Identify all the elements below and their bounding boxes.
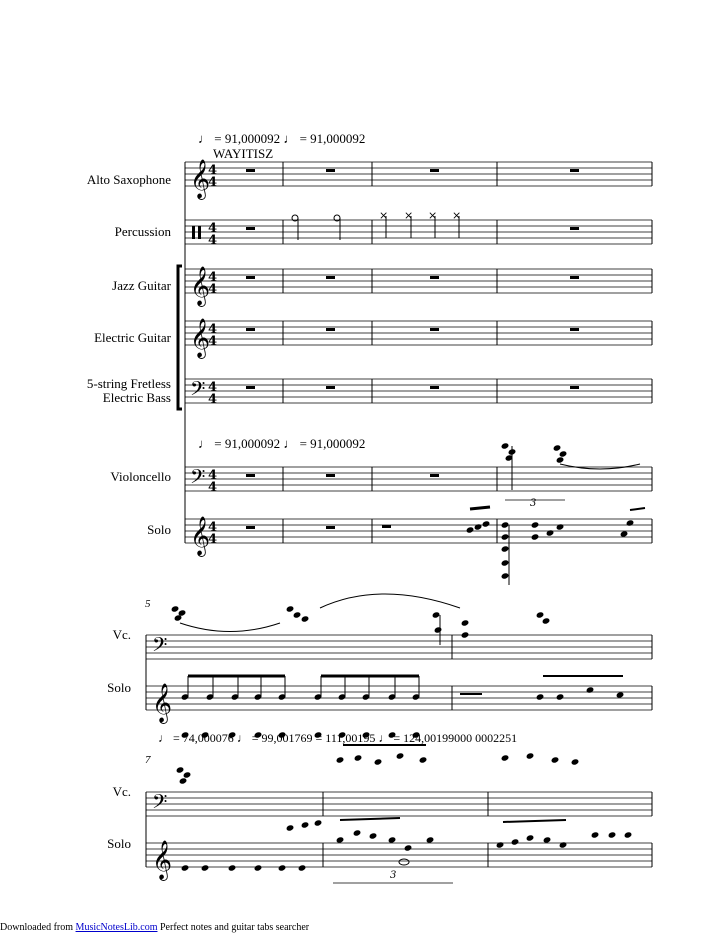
label-solo-system3: Solo <box>107 836 131 851</box>
cello-note <box>461 631 470 638</box>
whole-rest <box>246 227 255 230</box>
solo-note <box>254 864 263 871</box>
cello-chord-note <box>171 605 180 612</box>
solo-note <box>626 519 635 526</box>
solo-note <box>616 691 625 698</box>
cello-note <box>461 619 470 626</box>
footer-prefix: Downloaded from <box>0 922 74 933</box>
cello-chord-note <box>176 766 185 773</box>
cello-chord-note <box>301 615 310 622</box>
tuplet-number-system3: 3 <box>390 870 397 881</box>
footer <box>0 922 309 933</box>
solo-chord-note <box>501 559 510 566</box>
solo-chord-note <box>531 521 540 528</box>
solo-note <box>336 836 345 843</box>
cello-note <box>542 617 551 624</box>
cello-note <box>336 756 345 763</box>
label-percussion: Percussion <box>114 224 171 239</box>
solo-note <box>369 832 378 839</box>
time-signature: 4 <box>208 334 218 349</box>
solo-note <box>608 831 617 838</box>
time-signature: 4 <box>208 480 218 495</box>
tuplet-number: 3 <box>530 498 537 509</box>
whole-rest <box>430 328 439 331</box>
solo-note <box>466 526 475 533</box>
rehearsal-mark: WAYITISZ <box>213 146 274 161</box>
measure-number-7: 7 <box>145 754 151 766</box>
cello-chord-note <box>553 444 562 451</box>
tie <box>560 464 640 469</box>
solo-note <box>426 836 435 843</box>
tempo-mark-system1: ♩ = 91,000092 ♩ = 91,000092 <box>198 131 366 146</box>
time-signature: 4 <box>208 532 218 547</box>
cello-note <box>396 752 405 759</box>
cello-chord-note <box>286 605 295 612</box>
treble-clef: 𝄞 <box>190 159 211 199</box>
solo-note <box>496 841 505 848</box>
solo-high-note <box>314 819 323 826</box>
time-signature: 4 <box>208 163 218 178</box>
whole-rest <box>326 276 335 279</box>
whole-note <box>399 859 409 865</box>
solo-note <box>278 864 287 871</box>
bass-clef: 𝄢 <box>152 790 168 818</box>
solo-note <box>201 864 210 871</box>
solo-note <box>586 686 595 693</box>
group-bracket <box>178 266 182 409</box>
solo-note <box>228 864 237 871</box>
time-signature: 4 <box>208 520 218 535</box>
solo-high-note <box>301 821 310 828</box>
label-solo-system2: Solo <box>107 680 131 695</box>
cello-chord-note <box>559 450 568 457</box>
solo-chord-note <box>501 572 510 579</box>
beam <box>503 820 566 822</box>
whole-rest <box>430 276 439 279</box>
whole-rest <box>570 328 579 331</box>
solo-note <box>482 520 491 527</box>
whole-rest <box>326 386 335 389</box>
percussion-x-note: × <box>428 209 438 222</box>
cello-note <box>526 752 535 759</box>
whole-rest <box>326 474 335 477</box>
percussion-x-note: × <box>404 209 414 222</box>
solo-chord-note <box>501 533 510 540</box>
whole-rest <box>430 169 439 172</box>
cello-note <box>551 756 560 763</box>
solo-chord-note <box>531 533 540 540</box>
solo-note <box>181 864 190 871</box>
cello-note <box>536 611 545 618</box>
slur <box>320 594 460 608</box>
percussion-x-note: × <box>452 209 462 222</box>
cello-note <box>354 754 363 761</box>
time-signature: 4 <box>208 282 218 297</box>
cello-chord-note <box>183 771 192 778</box>
time-signature: 4 <box>208 233 218 248</box>
treble-clef: 𝄞 <box>190 318 211 358</box>
treble-clef: 𝄞 <box>190 516 211 556</box>
tie <box>180 623 280 632</box>
solo-note <box>353 829 362 836</box>
time-signature: 4 <box>208 468 218 483</box>
whole-rest <box>246 526 255 529</box>
time-signature: 4 <box>208 175 218 190</box>
cello-chord-note <box>556 456 565 463</box>
whole-rest <box>430 386 439 389</box>
time-signature: 4 <box>208 392 218 407</box>
beam <box>470 507 490 509</box>
solo-chord-note <box>501 545 510 552</box>
tempo-mark-cello: ♩ = 91,000092 ♩ = 91,000092 <box>198 436 366 451</box>
treble-clef: 𝄞 <box>152 840 173 880</box>
cello-note <box>501 754 510 761</box>
footer-suffix: Perfect notes and guitar tabs searcher <box>159 922 310 933</box>
bass-clef: 𝄢 <box>190 465 206 493</box>
whole-rest <box>326 526 335 529</box>
label-solo: Solo <box>147 522 171 537</box>
solo-note <box>591 831 600 838</box>
solo-note <box>526 834 535 841</box>
time-signature: 4 <box>208 270 218 285</box>
label-violoncello: Violoncello <box>110 469 171 484</box>
solo-note <box>511 838 520 845</box>
solo-chord-note <box>501 521 510 528</box>
solo-note <box>556 693 565 700</box>
bass-clef: 𝄢 <box>152 633 168 661</box>
solo-note <box>388 836 397 843</box>
whole-rest <box>246 386 255 389</box>
whole-rest <box>570 227 579 230</box>
cello-chord-note <box>501 442 510 449</box>
cello-note <box>432 611 441 618</box>
whole-rest <box>570 386 579 389</box>
cello-chord-note <box>179 777 188 784</box>
solo-note <box>620 530 629 537</box>
whole-rest <box>246 474 255 477</box>
whole-rest <box>326 328 335 331</box>
label-fretless-bass-line1: 5-string Fretless <box>86 376 171 391</box>
label-alto-saxophone: Alto Saxophone <box>86 172 171 187</box>
treble-clef: 𝄞 <box>190 266 211 306</box>
whole-rest <box>246 169 255 172</box>
cello-chord-note <box>293 611 302 618</box>
whole-rest <box>570 276 579 279</box>
solo-note <box>536 693 545 700</box>
solo-note <box>474 523 483 530</box>
cello-note <box>434 626 443 633</box>
bass-clef: 𝄢 <box>190 377 206 405</box>
solo-note <box>298 864 307 871</box>
cello-note <box>571 758 580 765</box>
solo-note <box>559 841 568 848</box>
solo-high-note <box>286 824 295 831</box>
whole-rest <box>382 525 391 528</box>
label-electric-guitar: Electric Guitar <box>94 330 171 345</box>
whole-rest <box>570 169 579 172</box>
measure-number-5: 5 <box>145 598 151 610</box>
label-vc-system3: Vc. <box>112 784 131 799</box>
time-signature: 4 <box>208 221 218 236</box>
solo-note <box>543 836 552 843</box>
footer-site-link[interactable]: MusicNotesLib.com <box>75 922 158 933</box>
time-signature: 4 <box>208 380 218 395</box>
percussion-clef <box>198 226 201 239</box>
beam <box>630 508 645 510</box>
solo-note <box>404 844 413 851</box>
cello-note <box>419 756 428 763</box>
whole-rest <box>246 276 255 279</box>
percussion-x-note: × <box>379 209 389 222</box>
label-fretless-bass-line2: Electric Bass <box>102 390 171 405</box>
label-vc-system2: Vc. <box>112 627 131 642</box>
cello-note <box>374 758 383 765</box>
percussion-clef <box>192 226 195 239</box>
whole-rest <box>430 474 439 477</box>
treble-clef: 𝄞 <box>152 683 173 723</box>
solo-note <box>624 831 633 838</box>
solo-chord-note <box>546 529 555 536</box>
whole-rest <box>326 169 335 172</box>
solo-chord-note <box>556 523 565 530</box>
time-signature: 4 <box>208 322 218 337</box>
tempo-mark-system3: ♩ = 74,000076 ♩ = 99,001769 = 111,00195 ♩ = 124,00199000 0002251 <box>158 731 518 745</box>
whole-rest <box>246 328 255 331</box>
label-jazz-guitar: Jazz Guitar <box>112 278 171 293</box>
beam <box>340 818 400 820</box>
